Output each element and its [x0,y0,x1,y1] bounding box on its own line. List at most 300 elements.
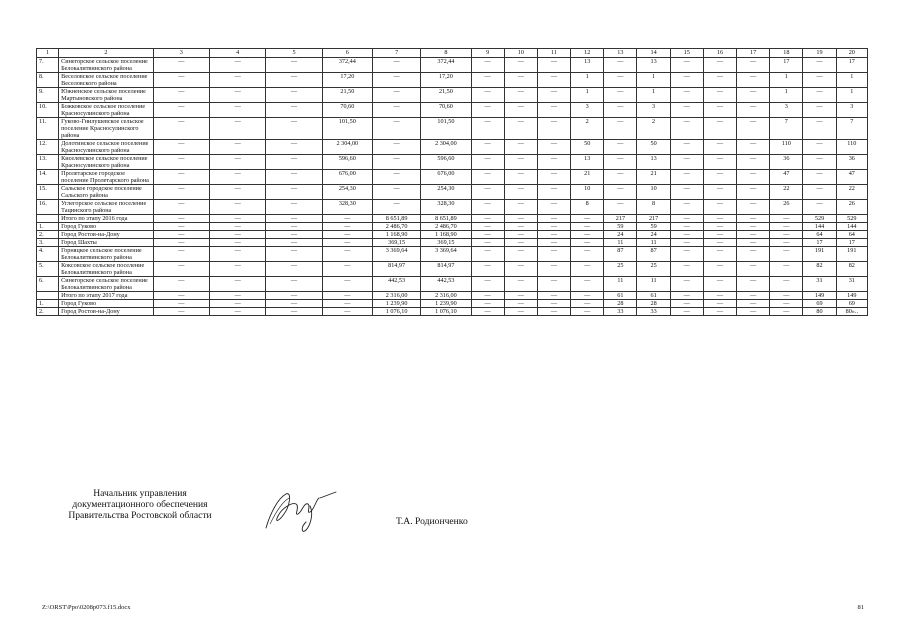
row-number-cell [37,215,59,223]
value-cell: 191 [803,247,836,262]
value-cell: 59 [604,223,637,231]
value-cell: — [153,292,209,300]
value-cell: 2 486,70 [421,223,471,231]
value-cell: — [670,292,703,300]
row-number-cell: 8. [37,73,59,88]
settlement-name-cell: Синегорское сельское поселение Белокалитвинского района [59,277,154,292]
table-row [37,185,868,200]
value-cell: — [537,200,570,215]
value-cell: 7 [770,118,803,140]
value-cell: — [703,155,736,170]
value-cell: — [153,215,209,223]
value-cell: — [703,88,736,103]
value-cell: 1 168,90 [421,231,471,239]
value-cell: — [737,118,770,140]
column-number-cell: 12 [571,49,604,58]
value-cell: — [737,308,770,316]
value-cell: 59 [637,223,670,231]
value-cell: — [210,185,266,200]
value-cell: — [471,247,504,262]
table-row [37,200,868,215]
value-cell: — [770,277,803,292]
column-number-cell: 1 [37,49,59,58]
value-cell: — [471,308,504,316]
value-cell: — [703,170,736,185]
value-cell: 17,20 [421,73,471,88]
value-cell: — [571,277,604,292]
settlement-name-cell: Город Ростов-на-Дону [59,231,154,239]
value-cell: — [210,231,266,239]
value-cell: 1 239,90 [421,300,471,308]
value-cell: — [266,231,322,239]
value-cell: — [471,292,504,300]
settlement-name-cell: Город Ростов-на-Дону [59,308,154,316]
value-cell: — [670,262,703,277]
value-cell: 2 304,00 [322,140,372,155]
value-cell: — [537,247,570,262]
value-cell: — [504,292,537,300]
value-cell: — [504,215,537,223]
row-number-cell: 9. [37,88,59,103]
value-cell: 21 [637,170,670,185]
value-cell: — [210,118,266,140]
value-cell: — [153,88,209,103]
value-cell: — [537,103,570,118]
value-cell: — [703,300,736,308]
value-cell: — [604,155,637,170]
row-number-cell: 3. [37,239,59,247]
value-cell: 369,15 [421,239,471,247]
value-cell: 26 [836,200,867,215]
value-cell: — [670,200,703,215]
value-cell: 33 [604,308,637,316]
value-cell: 254,30 [421,185,471,200]
value-cell: 69 [836,300,867,308]
value-cell: 11 [637,239,670,247]
settlement-name-cell: Коксовское сельское поселение Белокалитвинского района [59,262,154,277]
value-cell: — [504,247,537,262]
value-cell: — [471,170,504,185]
column-number-cell: 18 [770,49,803,58]
value-cell: — [803,155,836,170]
value-cell: — [504,231,537,239]
value-cell: — [471,215,504,223]
value-cell: 1 [637,88,670,103]
value-cell: — [670,239,703,247]
value-cell: 8 651,89 [372,215,420,223]
value-cell: — [537,215,570,223]
value-cell: — [803,200,836,215]
value-cell: 3 369,64 [421,247,471,262]
value-cell: 369,15 [372,239,420,247]
value-cell: — [770,215,803,223]
value-cell: 36 [836,155,867,170]
value-cell: 8 651,89 [421,215,471,223]
value-cell: — [153,300,209,308]
value-cell: 17 [803,239,836,247]
value-cell: — [803,185,836,200]
value-cell: — [153,140,209,155]
settlement-name-cell: Город Гуково [59,300,154,308]
value-cell: 372,44 [322,58,372,73]
value-cell: — [153,223,209,231]
signature-block [0,488,905,538]
value-cell: 442,53 [421,277,471,292]
value-cell: — [504,103,537,118]
page-number: 81 [857,604,864,611]
value-cell: 3 369,64 [372,247,420,262]
value-cell: 1 076,10 [421,308,471,316]
value-cell: — [471,155,504,170]
value-cell: — [571,215,604,223]
value-cell: 21,50 [421,88,471,103]
value-cell: 529 [836,215,867,223]
column-number-cell: 4 [210,49,266,58]
value-cell: — [737,247,770,262]
settlement-name-cell: Город Гуково [59,223,154,231]
column-number-cell: 16 [703,49,736,58]
value-cell: 28 [637,300,670,308]
value-cell: — [803,170,836,185]
column-number-cell: 5 [266,49,322,58]
value-cell: — [210,215,266,223]
table-body [37,49,868,316]
value-cell: 82 [803,262,836,277]
value-cell: — [266,300,322,308]
value-cell: — [770,308,803,316]
value-cell: — [703,103,736,118]
settlement-name-cell: Город Шахты [59,239,154,247]
value-cell: — [670,231,703,239]
value-cell: — [737,262,770,277]
value-cell: — [504,300,537,308]
value-cell: — [504,200,537,215]
value-cell: — [471,88,504,103]
value-cell: — [604,118,637,140]
value-cell: 24 [604,231,637,239]
value-cell: — [504,277,537,292]
value-cell: — [803,140,836,155]
value-cell: — [322,277,372,292]
value-cell: 17 [770,58,803,73]
value-cell: — [266,215,322,223]
position-line: Начальник управления [93,488,187,499]
value-cell: 144 [803,223,836,231]
value-cell: — [471,73,504,88]
value-cell: 2 [571,118,604,140]
value-cell: — [803,118,836,140]
value-cell: 36 [770,155,803,170]
value-cell: 82 [836,262,867,277]
value-cell: — [537,170,570,185]
value-cell: 24 [637,231,670,239]
value-cell: — [210,58,266,73]
value-cell: — [266,223,322,231]
value-cell: — [571,223,604,231]
value-cell: — [266,103,322,118]
settlement-name-cell: Долотинское сельское поселение Красносулинского района [59,140,154,155]
value-cell: — [210,277,266,292]
value-cell: 87 [637,247,670,262]
value-cell: — [737,239,770,247]
column-number-cell: 14 [637,49,670,58]
row-number-cell: 14. [37,170,59,185]
value-cell: — [210,247,266,262]
column-number-cell: 13 [604,49,637,58]
value-cell: 1 [637,73,670,88]
value-cell: — [770,247,803,262]
position-line: документационного обеспечения [72,499,208,510]
value-cell: 17 [836,239,867,247]
value-cell: — [322,262,372,277]
value-cell: 13 [571,155,604,170]
value-cell: 61 [637,292,670,300]
table-row [37,170,868,185]
value-cell: — [266,292,322,300]
table-row [37,277,868,292]
value-cell: — [670,185,703,200]
value-cell: — [537,155,570,170]
value-cell: 2 316,00 [372,292,420,300]
value-cell: — [803,88,836,103]
row-number-cell: 7. [37,58,59,73]
value-cell: 1 [770,88,803,103]
value-cell: — [266,140,322,155]
settlement-name-cell: Итого по этапу 2016 года [59,215,154,223]
value-cell: 33 [637,308,670,316]
value-cell: 80».. [836,308,867,316]
value-cell: 372,44 [421,58,471,73]
value-cell: — [670,247,703,262]
value-cell: — [571,247,604,262]
value-cell: 80 [803,308,836,316]
value-cell: — [372,185,420,200]
value-cell: — [737,155,770,170]
row-number-cell: 6. [37,277,59,292]
value-cell: — [703,58,736,73]
value-cell: — [322,239,372,247]
value-cell: 21 [571,170,604,185]
value-cell: — [803,58,836,73]
value-cell: 8 [637,200,670,215]
value-cell: — [266,200,322,215]
value-cell: — [571,262,604,277]
table-total-row [37,215,868,223]
value-cell: 596,60 [421,155,471,170]
value-cell: — [153,247,209,262]
value-cell: — [770,262,803,277]
value-cell: — [670,103,703,118]
value-cell: — [670,277,703,292]
value-cell: 1 [571,73,604,88]
value-cell: — [266,170,322,185]
value-cell: — [604,140,637,155]
table-row [37,262,868,277]
value-cell: — [737,223,770,231]
column-number-cell: 10 [504,49,537,58]
value-cell: — [737,292,770,300]
value-cell: 22 [770,185,803,200]
value-cell: — [537,277,570,292]
value-cell: — [604,185,637,200]
value-cell: 31 [803,277,836,292]
value-cell: — [210,200,266,215]
value-cell: — [537,300,570,308]
table-row [37,140,868,155]
value-cell: — [504,239,537,247]
value-cell: — [471,300,504,308]
settlement-name-cell: Сальское городское поселение Сальского района [59,185,154,200]
value-cell: 254,30 [322,185,372,200]
value-cell: — [504,308,537,316]
value-cell: — [604,103,637,118]
table-row [37,239,868,247]
value-cell: — [210,262,266,277]
column-number-cell: 6 [322,49,372,58]
row-number-cell: 13. [37,155,59,170]
value-cell: — [504,73,537,88]
value-cell: — [537,292,570,300]
value-cell: 2 316,00 [421,292,471,300]
value-cell: 26 [770,200,803,215]
value-cell: 101,50 [421,118,471,140]
table-row [37,73,868,88]
value-cell: — [504,262,537,277]
value-cell: 13 [571,58,604,73]
row-number-cell: 1. [37,223,59,231]
value-cell: — [153,308,209,316]
value-cell: — [737,103,770,118]
value-cell: — [504,223,537,231]
table-row [37,223,868,231]
value-cell: — [372,58,420,73]
value-cell: — [604,170,637,185]
value-cell: — [266,58,322,73]
value-cell: 1 [571,88,604,103]
value-cell: 1 239,90 [372,300,420,308]
value-cell: — [372,155,420,170]
value-cell: — [372,170,420,185]
value-cell: — [210,223,266,231]
value-cell: — [670,223,703,231]
column-number-cell: 15 [670,49,703,58]
value-cell: 11 [604,277,637,292]
value-cell: 50 [571,140,604,155]
value-cell: — [153,239,209,247]
value-cell: — [153,262,209,277]
value-cell: — [153,277,209,292]
value-cell: 13 [637,155,670,170]
column-number-cell: 17 [737,49,770,58]
column-number-cell: 11 [537,49,570,58]
value-cell: 814,97 [421,262,471,277]
value-cell: 149 [803,292,836,300]
value-cell: 328,30 [421,200,471,215]
position-line: Правительства Ростовской области [68,510,212,521]
value-cell: — [153,231,209,239]
value-cell: — [153,73,209,88]
value-cell: — [504,170,537,185]
value-cell: 11 [637,277,670,292]
value-cell: 13 [637,58,670,73]
value-cell: — [471,118,504,140]
value-cell: 149 [836,292,867,300]
value-cell: — [703,73,736,88]
value-cell: — [770,239,803,247]
value-cell: 144 [836,223,867,231]
row-number-cell: 2. [37,308,59,316]
table-row [37,231,868,239]
value-cell: — [703,292,736,300]
row-number-cell: 5. [37,262,59,277]
value-cell: — [571,292,604,300]
value-cell: — [670,300,703,308]
table-header-row [37,49,868,58]
value-cell: — [703,262,736,277]
data-table [36,48,868,316]
value-cell: — [322,223,372,231]
value-cell: — [770,231,803,239]
value-cell: — [504,185,537,200]
table-row [37,88,868,103]
value-cell: — [266,247,322,262]
value-cell: — [670,155,703,170]
value-cell: — [537,262,570,277]
value-cell: — [537,88,570,103]
value-cell: — [537,58,570,73]
value-cell: — [471,140,504,155]
value-cell: — [703,118,736,140]
value-cell: — [266,185,322,200]
value-cell: 10 [637,185,670,200]
table-total-row [37,292,868,300]
value-cell: — [153,155,209,170]
value-cell: 1 076,10 [372,308,420,316]
column-number-cell: 7 [372,49,420,58]
value-cell: — [537,140,570,155]
table-row [37,118,868,140]
value-cell: — [604,88,637,103]
value-cell: — [266,239,322,247]
table-row [37,58,868,73]
value-cell: — [737,185,770,200]
value-cell: — [266,262,322,277]
settlement-name-cell: Пролетарское городское поселение Пролетарского района [59,170,154,185]
signatory-position [50,488,230,521]
row-number-cell: 2. [37,231,59,239]
column-number-cell: 20 [836,49,867,58]
value-cell: 676,00 [421,170,471,185]
value-cell: 50 [637,140,670,155]
value-cell: 10 [571,185,604,200]
value-cell: — [504,140,537,155]
value-cell: — [153,185,209,200]
value-cell: — [670,58,703,73]
value-cell: — [153,170,209,185]
settlement-name-cell: Горняцкое сельское поселение Белокалитвинского района [59,247,154,262]
value-cell: — [210,73,266,88]
value-cell: — [737,231,770,239]
value-cell: — [703,231,736,239]
value-cell: — [604,73,637,88]
value-cell: — [504,118,537,140]
value-cell: — [737,73,770,88]
value-cell: 191 [836,247,867,262]
value-cell: — [670,73,703,88]
value-cell: 2 [637,118,670,140]
value-cell: — [703,200,736,215]
value-cell: 110 [836,140,867,155]
